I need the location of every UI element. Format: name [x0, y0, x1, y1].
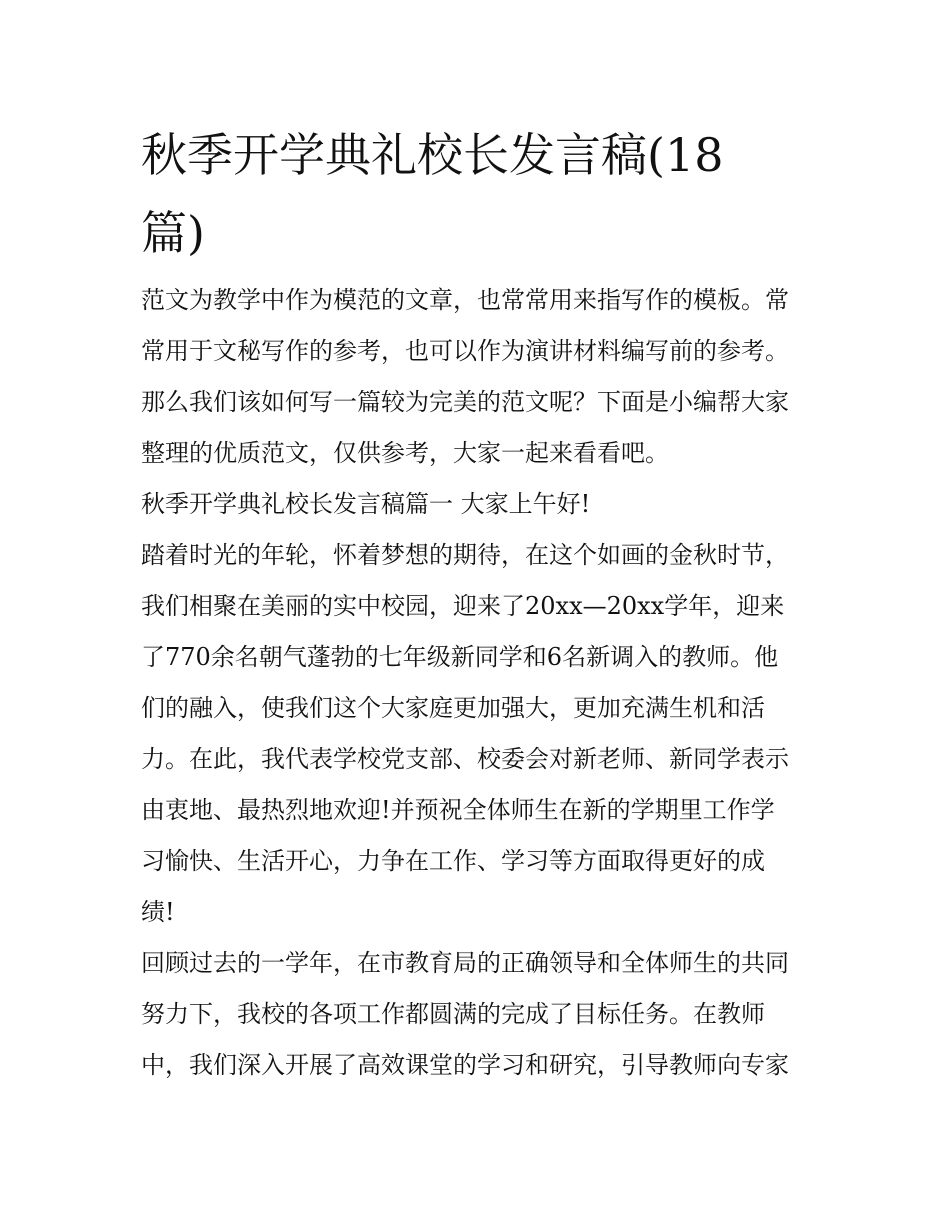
text-line: 整理的优质范文，仅供参考，大家一起来看看吧。 — [141, 439, 669, 467]
text-line: 力。在此，我代表学校党支部、校委会对新老师、新同学表示 — [141, 745, 789, 773]
document-title — [141, 116, 821, 272]
text-line: 由衷地、最热烈地欢迎!并预祝全体师生在新的学期里工作学 — [141, 796, 775, 824]
title-line-1: 秋季开学典礼校长发言稿(18 — [141, 128, 724, 182]
title-line-2: 篇) — [141, 206, 205, 260]
text-line: 们的融入，使我们这个大家庭更加强大，更加充满生机和活 — [141, 694, 765, 722]
document-body — [141, 280, 821, 1096]
text-line: 我们相聚在美丽的实中校园，迎来了20xx—20xx学年，迎来 — [141, 592, 785, 620]
text-line: 踏着时光的年轮，怀着梦想的期待，在这个如画的金秋时节， — [141, 541, 789, 569]
text-line: 回顾过去的一学年，在市教育局的正确领导和全体师生的共同 — [141, 949, 789, 977]
text-line: 努力下，我校的各项工作都圆满的完成了目标任务。在教师 — [141, 1000, 765, 1028]
text-line: 了770余名朝气蓬勃的七年级新同学和6名新调入的教师。他 — [141, 643, 779, 671]
text-line: 习愉快、生活开心，力争在工作、学习等方面取得更好的成 — [141, 847, 765, 875]
text-line: 那么我们该如何写一篇较为完美的范文呢？下面是小编帮大家 — [141, 388, 789, 416]
text-line: 范文为教学中作为模范的文章，也常常用来指写作的模板。常 — [141, 286, 789, 314]
text-line: 中，我们深入开展了高效课堂的学习和研究，引导教师向专家 — [141, 1051, 789, 1079]
text-line: 常用于文秘写作的参考，也可以作为演讲材料编写前的参考。 — [141, 337, 789, 365]
section-heading: 秋季开学典礼校长发言稿篇一 大家上午好! — [141, 490, 591, 518]
text-line: 绩! — [141, 898, 175, 926]
